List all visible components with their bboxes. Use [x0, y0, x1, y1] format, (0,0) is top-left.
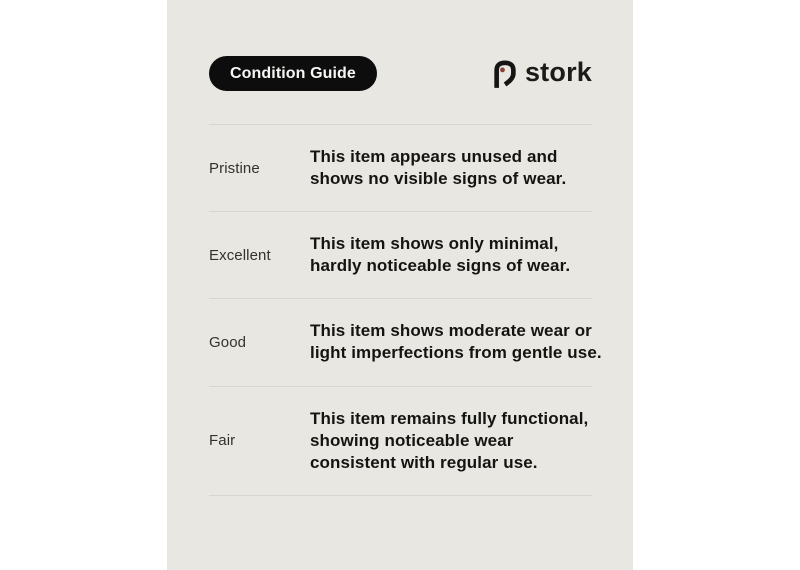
condition-table: [209, 124, 602, 496]
table-row-pristine: [209, 124, 592, 211]
condition-guide-card: [167, 0, 633, 570]
stork-pin-icon: [492, 59, 518, 89]
condition-label: Excellent: [209, 246, 271, 264]
condition-label: Good: [209, 333, 247, 351]
card-header: [209, 56, 592, 91]
table-row-fair: [209, 386, 592, 495]
condition-guide-badge[interactable]: Condition Guide: [209, 56, 377, 91]
condition-label: Pristine: [209, 159, 260, 177]
condition-description: This item appears unused and shows no visible signs of wear.: [310, 147, 567, 189]
condition-description: This item remains fully functional, showing noticeable wear consistent with regular use.: [310, 408, 589, 472]
condition-label: Fair: [209, 432, 236, 450]
brand-name: stork: [524, 57, 592, 87]
table-row-excellent: [209, 211, 592, 298]
condition-description: This item shows only minimal, hardly noticeable signs of wear.: [310, 234, 571, 276]
table-row-good: [209, 298, 602, 385]
condition-description: This item shows moderate wear or light imperfections from gentle use.: [310, 321, 602, 363]
brand-logo: [492, 59, 592, 89]
